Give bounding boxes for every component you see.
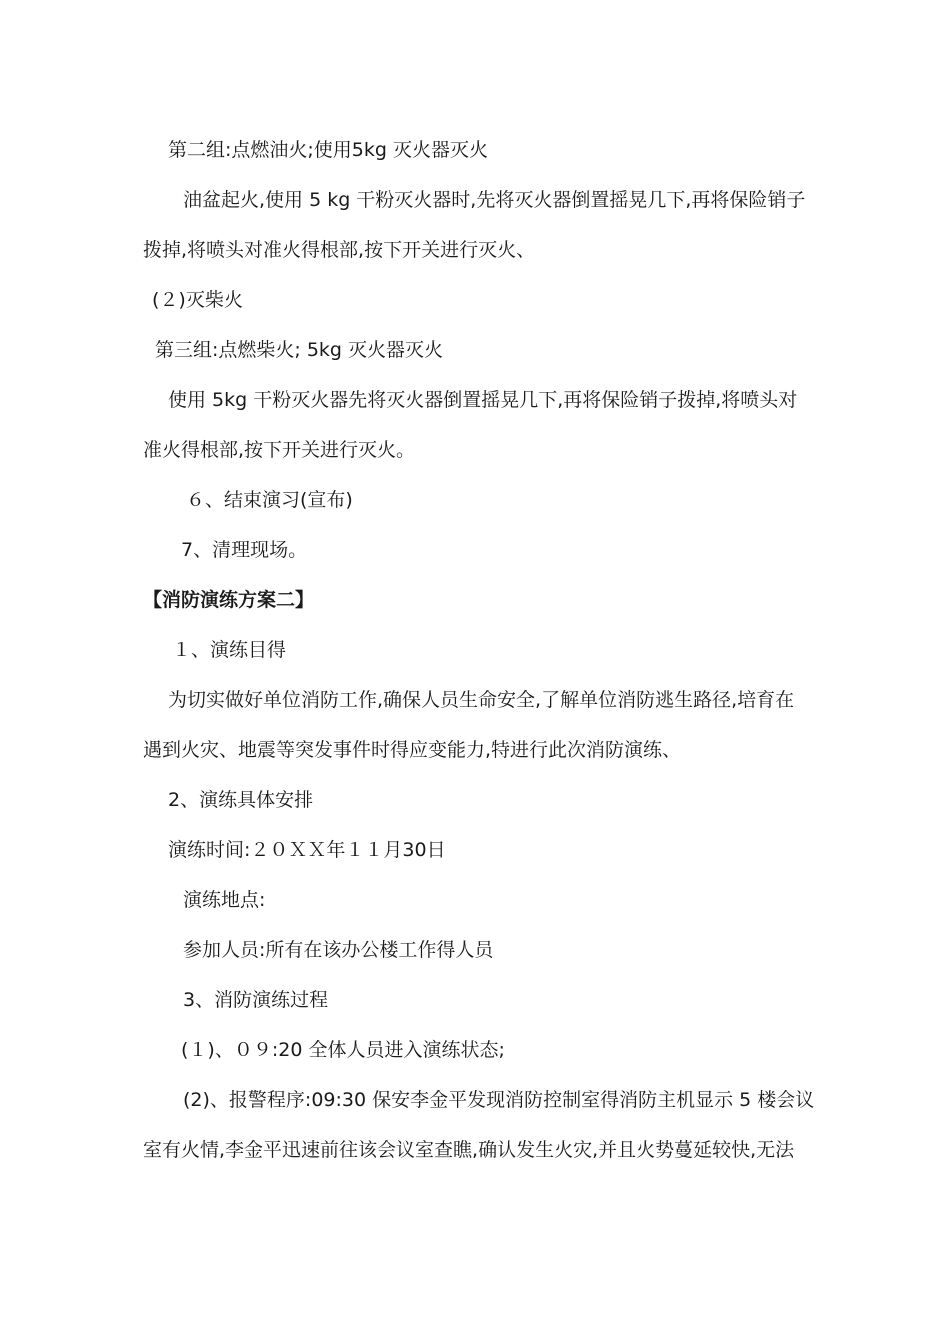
paragraph-line: 遇到火灾、地震等突发事件时得应变能力,特进行此次消防演练、: [143, 739, 682, 761]
section-heading: 【消防演练方案二】: [143, 589, 315, 611]
paragraph-line: 2、演练具体安排: [168, 789, 314, 811]
paragraph-line: 3、消防演练过程: [183, 989, 329, 1011]
paragraph-line: 室有火情,李金平迅速前往该会议室查瞧,确认发生火灾,并且火势蔓延较快,无法: [143, 1139, 795, 1161]
paragraph-line: １、演练目得: [172, 639, 287, 661]
paragraph-line: 为切实做好单位消防工作,确保人员生命安全,了解单位消防逃生路径,培育在: [168, 689, 795, 711]
paragraph-line: 7、清理现场。: [181, 539, 308, 561]
paragraph-line: 第三组:点燃柴火; 5kg 灭火器灭火: [155, 339, 444, 361]
paragraph-line: 演练地点:: [183, 889, 266, 911]
paragraph-line: 演练时间:２０ＸＸ年１１月30日: [168, 839, 446, 861]
paragraph-line: 参加人员:所有在该办公楼工作得人员: [183, 939, 494, 961]
paragraph-line: (１)、０９:20 全体人员进入演练状态;: [181, 1039, 505, 1061]
paragraph-line: 第二组:点燃油火;使用5kg 灭火器灭火: [168, 139, 488, 161]
paragraph-line: 油盆起火,使用 5 kg 干粉灭火器时,先将灭火器倒置摇晃几下,再将保险销子: [183, 189, 806, 211]
paragraph-line: 准火得根部,按下开关进行灭火。: [143, 439, 416, 461]
paragraph-line: 拨掉,将喷头对准火得根部,按下开关进行灭火、: [143, 239, 536, 261]
paragraph-line: 使用 5kg 干粉灭火器先将灭火器倒置摇晃几下,再将保险销子拨掉,将喷头对: [168, 389, 798, 411]
paragraph-line: (2)、报警程序:09:30 保安李金平发现消防控制室得消防主机显示 5 楼会议: [183, 1089, 815, 1111]
paragraph-line: (２)灭柴火: [152, 289, 243, 311]
paragraph-line: ６、结束演习(宣布): [186, 489, 353, 511]
